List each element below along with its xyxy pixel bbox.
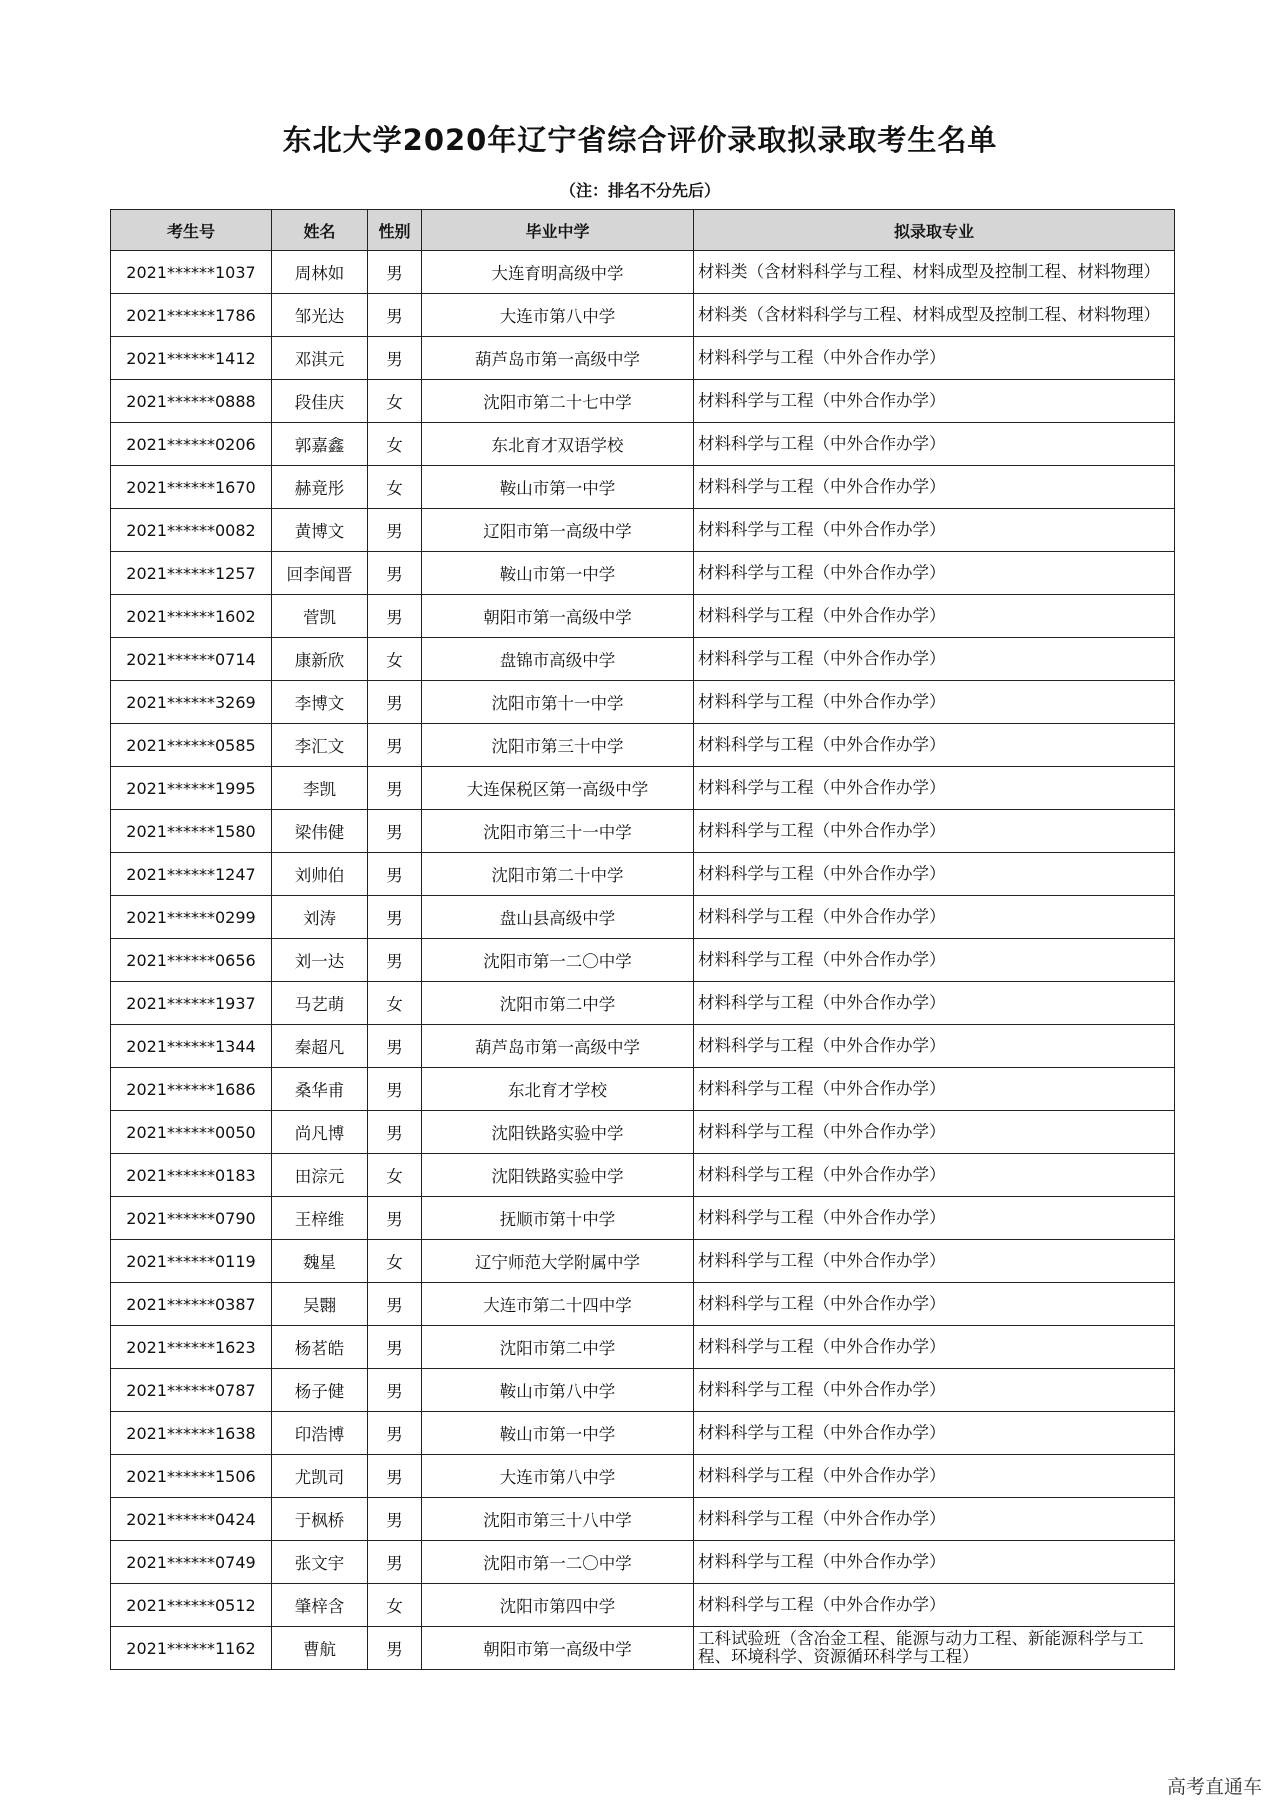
major-cell: 材料科学与工程（中外合作办学） (694, 337, 1175, 380)
major-cell: 材料科学与工程（中外合作办学） (694, 595, 1175, 638)
gender-cell: 女 (368, 466, 422, 509)
exam-id-cell: 2021******0749 (111, 1541, 272, 1584)
gender-cell: 男 (368, 1326, 422, 1369)
name-cell: 李博文 (272, 681, 368, 724)
exam-id-cell: 2021******0585 (111, 724, 272, 767)
major-cell: 材料科学与工程（中外合作办学） (694, 1197, 1175, 1240)
exam-id-cell: 2021******0387 (111, 1283, 272, 1326)
table-row (111, 638, 1175, 681)
table-row (111, 1240, 1175, 1283)
school-cell: 葫芦岛市第一高级中学 (422, 1025, 694, 1068)
major-cell: 材料科学与工程（中外合作办学） (694, 638, 1175, 681)
major-cell: 材料科学与工程（中外合作办学） (694, 509, 1175, 552)
school-cell: 鞍山市第一中学 (422, 1412, 694, 1455)
major-cell: 材料科学与工程（中外合作办学） (694, 1283, 1175, 1326)
exam-id-cell: 2021******0206 (111, 423, 272, 466)
table-row (111, 1412, 1175, 1455)
exam-id-cell: 2021******0790 (111, 1197, 272, 1240)
header-gender: 性别 (368, 210, 422, 251)
table-row (111, 1025, 1175, 1068)
major-cell: 材料科学与工程（中外合作办学） (694, 896, 1175, 939)
gender-cell: 男 (368, 1412, 422, 1455)
table-row (111, 853, 1175, 896)
gender-cell: 男 (368, 1541, 422, 1584)
table-row (111, 1154, 1175, 1197)
name-cell: 邹光达 (272, 294, 368, 337)
school-cell: 沈阳铁路实验中学 (422, 1154, 694, 1197)
table-row (111, 1197, 1175, 1240)
table-row (111, 337, 1175, 380)
table-row (111, 1541, 1175, 1584)
school-cell: 盘锦市高级中学 (422, 638, 694, 681)
major-cell: 材料科学与工程（中外合作办学） (694, 681, 1175, 724)
exam-id-cell: 2021******0119 (111, 1240, 272, 1283)
table-row (111, 982, 1175, 1025)
major-cell: 材料科学与工程（中外合作办学） (694, 466, 1175, 509)
table-row (111, 1326, 1175, 1369)
exam-id-cell: 2021******1638 (111, 1412, 272, 1455)
name-cell: 张文宇 (272, 1541, 368, 1584)
gender-cell: 女 (368, 982, 422, 1025)
table-row (111, 1627, 1175, 1670)
gender-cell: 男 (368, 939, 422, 982)
school-cell: 葫芦岛市第一高级中学 (422, 337, 694, 380)
major-cell: 材料科学与工程（中外合作办学） (694, 1154, 1175, 1197)
gender-cell: 女 (368, 423, 422, 466)
header-name: 姓名 (272, 210, 368, 251)
school-cell: 鞍山市第一中学 (422, 552, 694, 595)
header-major: 拟录取专业 (694, 210, 1175, 251)
exam-id-cell: 2021******0183 (111, 1154, 272, 1197)
table-row (111, 810, 1175, 853)
name-cell: 马艺萌 (272, 982, 368, 1025)
school-cell: 抚顺市第十中学 (422, 1197, 694, 1240)
header-row (111, 210, 1175, 251)
gender-cell: 男 (368, 810, 422, 853)
school-cell: 沈阳铁路实验中学 (422, 1111, 694, 1154)
exam-id-cell: 2021******3269 (111, 681, 272, 724)
exam-id-cell: 2021******1344 (111, 1025, 272, 1068)
major-cell: 材料科学与工程（中外合作办学） (694, 724, 1175, 767)
name-cell: 曹航 (272, 1627, 368, 1670)
gender-cell: 男 (368, 1068, 422, 1111)
gender-cell: 女 (368, 380, 422, 423)
table-row (111, 1369, 1175, 1412)
header-exam-id: 考生号 (111, 210, 272, 251)
major-cell: 材料科学与工程（中外合作办学） (694, 552, 1175, 595)
school-cell: 东北育才学校 (422, 1068, 694, 1111)
gender-cell: 男 (368, 1197, 422, 1240)
name-cell: 周林如 (272, 251, 368, 294)
table-row (111, 767, 1175, 810)
gender-cell: 男 (368, 853, 422, 896)
major-cell: 材料类（含材料科学与工程、材料成型及控制工程、材料物理） (694, 251, 1175, 294)
table-row (111, 724, 1175, 767)
school-cell: 大连市第八中学 (422, 294, 694, 337)
table-row (111, 1111, 1175, 1154)
name-cell: 刘一达 (272, 939, 368, 982)
table-header (111, 210, 1175, 251)
school-cell: 沈阳市第二中学 (422, 982, 694, 1025)
school-cell: 沈阳市第二十中学 (422, 853, 694, 896)
name-cell: 段佳庆 (272, 380, 368, 423)
major-cell: 工科试验班（含冶金工程、能源与动力工程、新能源科学与工程、环境科学、资源循环科学与工程） (694, 1627, 1175, 1670)
table-row (111, 251, 1175, 294)
school-cell: 东北育才双语学校 (422, 423, 694, 466)
gender-cell: 男 (368, 1627, 422, 1670)
school-cell: 鞍山市第八中学 (422, 1369, 694, 1412)
name-cell: 尤凯司 (272, 1455, 368, 1498)
exam-id-cell: 2021******1937 (111, 982, 272, 1025)
name-cell: 于枫桥 (272, 1498, 368, 1541)
exam-id-cell: 2021******1623 (111, 1326, 272, 1369)
exam-id-cell: 2021******1995 (111, 767, 272, 810)
name-cell: 杨子健 (272, 1369, 368, 1412)
major-cell: 材料科学与工程（中外合作办学） (694, 939, 1175, 982)
exam-id-cell: 2021******0512 (111, 1584, 272, 1627)
school-cell: 沈阳市第十一中学 (422, 681, 694, 724)
exam-id-cell: 2021******1412 (111, 337, 272, 380)
school-cell: 大连育明高级中学 (422, 251, 694, 294)
name-cell: 田淙元 (272, 1154, 368, 1197)
admission-table (110, 209, 1175, 1670)
major-cell: 材料科学与工程（中外合作办学） (694, 767, 1175, 810)
gender-cell: 男 (368, 1025, 422, 1068)
exam-id-cell: 2021******1602 (111, 595, 272, 638)
major-cell: 材料类（含材料科学与工程、材料成型及控制工程、材料物理） (694, 294, 1175, 337)
school-cell: 沈阳市第三十八中学 (422, 1498, 694, 1541)
table-row (111, 939, 1175, 982)
school-cell: 大连市第八中学 (422, 1455, 694, 1498)
major-cell: 材料科学与工程（中外合作办学） (694, 1025, 1175, 1068)
exam-id-cell: 2021******1786 (111, 294, 272, 337)
major-cell: 材料科学与工程（中外合作办学） (694, 380, 1175, 423)
table-row (111, 1283, 1175, 1326)
name-cell: 黄博文 (272, 509, 368, 552)
school-cell: 辽宁师范大学附属中学 (422, 1240, 694, 1283)
name-cell: 王梓维 (272, 1197, 368, 1240)
table-row (111, 681, 1175, 724)
school-cell: 沈阳市第四中学 (422, 1584, 694, 1627)
exam-id-cell: 2021******0888 (111, 380, 272, 423)
table-body (111, 251, 1175, 1670)
gender-cell: 男 (368, 1455, 422, 1498)
gender-cell: 女 (368, 1240, 422, 1283)
name-cell: 康新欣 (272, 638, 368, 681)
name-cell: 印浩博 (272, 1412, 368, 1455)
table-row (111, 1068, 1175, 1111)
name-cell: 李汇文 (272, 724, 368, 767)
school-cell: 朝阳市第一高级中学 (422, 595, 694, 638)
table-row (111, 380, 1175, 423)
school-cell: 沈阳市第三十一中学 (422, 810, 694, 853)
table-row (111, 466, 1175, 509)
gender-cell: 女 (368, 1584, 422, 1627)
table-row (111, 1584, 1175, 1627)
name-cell: 桑华甫 (272, 1068, 368, 1111)
name-cell: 菅凯 (272, 595, 368, 638)
school-cell: 辽阳市第一高级中学 (422, 509, 694, 552)
exam-id-cell: 2021******1580 (111, 810, 272, 853)
name-cell: 刘帅伯 (272, 853, 368, 896)
table-row (111, 896, 1175, 939)
name-cell: 肇梓含 (272, 1584, 368, 1627)
school-cell: 沈阳市第三十中学 (422, 724, 694, 767)
major-cell: 材料科学与工程（中外合作办学） (694, 853, 1175, 896)
school-cell: 沈阳市第二十七中学 (422, 380, 694, 423)
exam-id-cell: 2021******0787 (111, 1369, 272, 1412)
table-row (111, 595, 1175, 638)
school-cell: 沈阳市第一二〇中学 (422, 1541, 694, 1584)
name-cell: 吴翾 (272, 1283, 368, 1326)
exam-id-cell: 2021******1506 (111, 1455, 272, 1498)
gender-cell: 男 (368, 681, 422, 724)
major-cell: 材料科学与工程（中外合作办学） (694, 1111, 1175, 1154)
gender-cell: 男 (368, 767, 422, 810)
major-cell: 材料科学与工程（中外合作办学） (694, 1068, 1175, 1111)
major-cell: 材料科学与工程（中外合作办学） (694, 1369, 1175, 1412)
school-cell: 盘山县高级中学 (422, 896, 694, 939)
major-cell: 材料科学与工程（中外合作办学） (694, 982, 1175, 1025)
exam-id-cell: 2021******0656 (111, 939, 272, 982)
major-cell: 材料科学与工程（中外合作办学） (694, 1412, 1175, 1455)
gender-cell: 男 (368, 1283, 422, 1326)
exam-id-cell: 2021******0714 (111, 638, 272, 681)
gender-cell: 男 (368, 1369, 422, 1412)
table-row (111, 509, 1175, 552)
gender-cell: 男 (368, 1498, 422, 1541)
major-cell: 材料科学与工程（中外合作办学） (694, 1584, 1175, 1627)
major-cell: 材料科学与工程（中外合作办学） (694, 1498, 1175, 1541)
school-cell: 大连市第二十四中学 (422, 1283, 694, 1326)
gender-cell: 男 (368, 724, 422, 767)
name-cell: 秦超凡 (272, 1025, 368, 1068)
gender-cell: 男 (368, 294, 422, 337)
exam-id-cell: 2021******1257 (111, 552, 272, 595)
name-cell: 杨茗皓 (272, 1326, 368, 1369)
school-cell: 鞍山市第一中学 (422, 466, 694, 509)
exam-id-cell: 2021******0050 (111, 1111, 272, 1154)
gender-cell: 女 (368, 638, 422, 681)
gender-cell: 男 (368, 251, 422, 294)
school-cell: 沈阳市第二中学 (422, 1326, 694, 1369)
table-row (111, 294, 1175, 337)
name-cell: 魏星 (272, 1240, 368, 1283)
exam-id-cell: 2021******1686 (111, 1068, 272, 1111)
school-cell: 大连保税区第一高级中学 (422, 767, 694, 810)
watermark: 高考直通车 (1166, 1776, 1262, 1798)
table-row (111, 1498, 1175, 1541)
name-cell: 梁伟健 (272, 810, 368, 853)
table-row (111, 552, 1175, 595)
name-cell: 邓淇元 (272, 337, 368, 380)
exam-id-cell: 2021******1162 (111, 1627, 272, 1670)
exam-id-cell: 2021******0424 (111, 1498, 272, 1541)
exam-id-cell: 2021******1247 (111, 853, 272, 896)
name-cell: 赫竟彤 (272, 466, 368, 509)
major-cell: 材料科学与工程（中外合作办学） (694, 1326, 1175, 1369)
school-cell: 朝阳市第一高级中学 (422, 1627, 694, 1670)
exam-id-cell: 2021******0082 (111, 509, 272, 552)
header-school: 毕业中学 (422, 210, 694, 251)
page-title: 东北大学2020年辽宁省综合评价录取拟录取考生名单 (282, 123, 998, 157)
gender-cell: 男 (368, 595, 422, 638)
major-cell: 材料科学与工程（中外合作办学） (694, 1455, 1175, 1498)
exam-id-cell: 2021******0299 (111, 896, 272, 939)
major-cell: 材料科学与工程（中外合作办学） (694, 1541, 1175, 1584)
gender-cell: 女 (368, 1154, 422, 1197)
name-cell: 回李闻晋 (272, 552, 368, 595)
table-row (111, 423, 1175, 466)
table-row (111, 1455, 1175, 1498)
major-cell: 材料科学与工程（中外合作办学） (694, 810, 1175, 853)
major-cell: 材料科学与工程（中外合作办学） (694, 1240, 1175, 1283)
name-cell: 尚凡博 (272, 1111, 368, 1154)
gender-cell: 男 (368, 1111, 422, 1154)
exam-id-cell: 2021******1037 (111, 251, 272, 294)
name-cell: 郭嘉鑫 (272, 423, 368, 466)
page-note: （注：排名不分先后） (559, 181, 720, 200)
gender-cell: 男 (368, 337, 422, 380)
school-cell: 沈阳市第一二〇中学 (422, 939, 694, 982)
name-cell: 刘涛 (272, 896, 368, 939)
exam-id-cell: 2021******1670 (111, 466, 272, 509)
gender-cell: 男 (368, 509, 422, 552)
gender-cell: 男 (368, 896, 422, 939)
name-cell: 李凯 (272, 767, 368, 810)
major-cell: 材料科学与工程（中外合作办学） (694, 423, 1175, 466)
gender-cell: 男 (368, 552, 422, 595)
